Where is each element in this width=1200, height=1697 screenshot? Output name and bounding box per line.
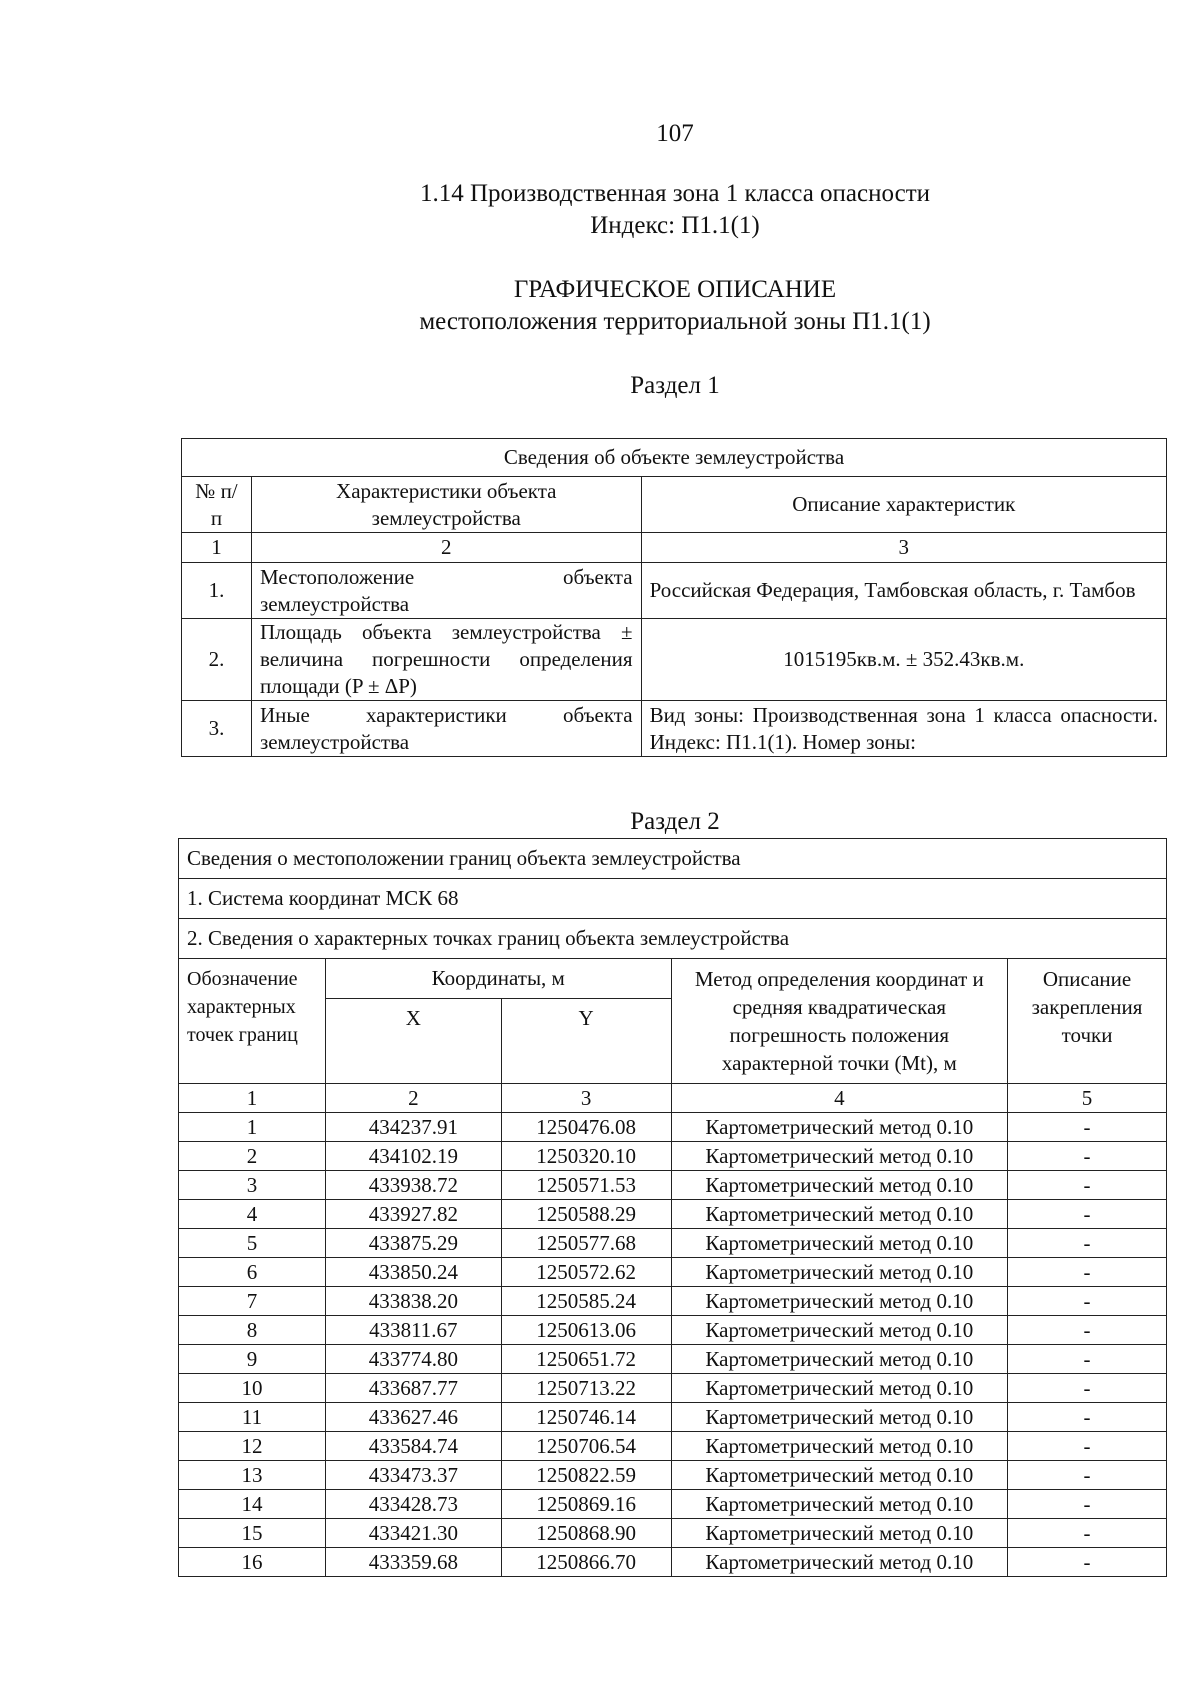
boundary-points-table [178, 838, 1167, 1577]
point-x: 433875.29 [325, 1229, 501, 1258]
point-fixing: - [1008, 1287, 1167, 1316]
header-x: X [325, 999, 501, 1084]
point-y: 1250476.08 [501, 1113, 671, 1142]
point-method: Картометрический метод 0.10 [671, 1345, 1008, 1374]
section1-title: Раздел 1 [630, 372, 720, 399]
table-row [179, 1461, 1167, 1490]
points-caption: 2. Сведения о характерных точках границ объекта землеустройства [179, 919, 1167, 959]
header-fixing: Описание закрепления точки [1008, 959, 1167, 1084]
point-y: 1250706.54 [501, 1432, 671, 1461]
point-method: Картометрический метод 0.10 [671, 1461, 1008, 1490]
document-title: ГРАФИЧЕСКОЕ ОПИСАНИЕ [513, 276, 837, 303]
point-fixing: - [1008, 1345, 1167, 1374]
point-y: 1250866.70 [501, 1548, 671, 1577]
point-y: 1250651.72 [501, 1345, 671, 1374]
point-number: 16 [179, 1548, 326, 1577]
header-method: Метод определения координат и средняя квадратическая погрешность положения характерной точки (Mt), м [671, 959, 1008, 1084]
col-number-2: 2 [251, 533, 641, 563]
col-number-3: 3 [641, 533, 1166, 563]
table-row [179, 1345, 1167, 1374]
point-method: Картометрический метод 0.10 [671, 1432, 1008, 1461]
point-method: Картометрический метод 0.10 [671, 1403, 1008, 1432]
point-method: Картометрический метод 0.10 [671, 1548, 1008, 1577]
table-row [179, 1142, 1167, 1171]
table-row [179, 1113, 1167, 1142]
point-method: Картометрический метод 0.10 [671, 1171, 1008, 1200]
point-fixing: - [1008, 1171, 1167, 1200]
point-fixing: - [1008, 1403, 1167, 1432]
point-number: 15 [179, 1519, 326, 1548]
table-row [179, 1171, 1167, 1200]
row-description: Российская Федерация, Тамбовская область, г. Тамбов [641, 563, 1166, 619]
table-row [179, 1200, 1167, 1229]
point-number: 5 [179, 1229, 326, 1258]
point-x: 434102.19 [325, 1142, 501, 1171]
header-row-number: № п/ п [182, 477, 252, 533]
point-number: 1 [179, 1113, 326, 1142]
point-y: 1250320.10 [501, 1142, 671, 1171]
row-description: Вид зоны: Производственная зона 1 класса опасности. Индекс: П1.1(1). Номер зоны: [641, 701, 1166, 757]
point-method: Картометрический метод 0.10 [671, 1258, 1008, 1287]
point-method: Картометрический метод 0.10 [671, 1316, 1008, 1345]
point-x: 433428.73 [325, 1490, 501, 1519]
row-characteristic: Иные характеристики объекта землеустройства [251, 701, 641, 757]
point-y: 1250588.29 [501, 1200, 671, 1229]
point-y: 1250869.16 [501, 1490, 671, 1519]
table-row [179, 1258, 1167, 1287]
table-row [179, 1374, 1167, 1403]
table-row [179, 1229, 1167, 1258]
point-number: 3 [179, 1171, 326, 1200]
table-row [179, 1432, 1167, 1461]
page-number: 107 [656, 120, 694, 147]
table-row [179, 1287, 1167, 1316]
point-fixing: - [1008, 1490, 1167, 1519]
point-method: Картометрический метод 0.10 [671, 1142, 1008, 1171]
table-row [179, 1519, 1167, 1548]
point-fixing: - [1008, 1113, 1167, 1142]
row-description: 1015195кв.м. ± 352.43кв.м. [641, 619, 1166, 701]
point-method: Картометрический метод 0.10 [671, 1287, 1008, 1316]
point-y: 1250572.62 [501, 1258, 671, 1287]
object-info-caption: Сведения об объекте землеустройства [182, 439, 1167, 477]
col-number-1: 1 [179, 1084, 326, 1113]
point-y: 1250746.14 [501, 1403, 671, 1432]
point-x: 433627.46 [325, 1403, 501, 1432]
point-method: Картометрический метод 0.10 [671, 1200, 1008, 1229]
point-number: 6 [179, 1258, 326, 1287]
point-number: 14 [179, 1490, 326, 1519]
coordinate-system: 1. Система координат МСК 68 [179, 879, 1167, 919]
point-method: Картометрический метод 0.10 [671, 1229, 1008, 1258]
point-number: 11 [179, 1403, 326, 1432]
point-x: 433584.74 [325, 1432, 501, 1461]
point-number: 12 [179, 1432, 326, 1461]
point-x: 433687.77 [325, 1374, 501, 1403]
point-y: 1250713.22 [501, 1374, 671, 1403]
point-number: 13 [179, 1461, 326, 1490]
point-fixing: - [1008, 1374, 1167, 1403]
point-y: 1250577.68 [501, 1229, 671, 1258]
point-number: 10 [179, 1374, 326, 1403]
point-fixing: - [1008, 1229, 1167, 1258]
zone-title: 1.14 Производственная зона 1 класса опасности [419, 180, 931, 207]
col-number-2: 2 [325, 1084, 501, 1113]
point-number: 8 [179, 1316, 326, 1345]
zone-index: Индекс: П1.1(1) [590, 212, 760, 239]
header-coordinates: Координаты, м [325, 959, 671, 999]
point-x: 433359.68 [325, 1548, 501, 1577]
col-number-1: 1 [182, 533, 252, 563]
table-row [179, 1403, 1167, 1432]
point-number: 2 [179, 1142, 326, 1171]
point-x: 433938.72 [325, 1171, 501, 1200]
col-number-3: 3 [501, 1084, 671, 1113]
boundaries-caption: Сведения о местоположении границ объекта землеустройства [179, 839, 1167, 879]
table-row [182, 701, 1167, 757]
point-y: 1250585.24 [501, 1287, 671, 1316]
table-row [179, 1316, 1167, 1345]
table-row [179, 1548, 1167, 1577]
table-row [179, 1490, 1167, 1519]
points-body [179, 1113, 1167, 1577]
point-fixing: - [1008, 1461, 1167, 1490]
point-x: 433850.24 [325, 1258, 501, 1287]
point-x: 433473.37 [325, 1461, 501, 1490]
point-number: 4 [179, 1200, 326, 1229]
point-method: Картометрический метод 0.10 [671, 1519, 1008, 1548]
point-y: 1250822.59 [501, 1461, 671, 1490]
point-method: Картометрический метод 0.10 [671, 1374, 1008, 1403]
object-info-table [181, 438, 1167, 757]
point-number: 9 [179, 1345, 326, 1374]
header-y: Y [501, 999, 671, 1084]
row-characteristic: Площадь объекта землеустройства ± величина погрешности определения площади (P ± ΔP) [251, 619, 641, 701]
point-x: 433927.82 [325, 1200, 501, 1229]
row-characteristic: Местоположение объекта землеустройства [251, 563, 641, 619]
table-row [182, 563, 1167, 619]
row-number: 2. [182, 619, 252, 701]
table-row [182, 619, 1167, 701]
point-x: 433811.67 [325, 1316, 501, 1345]
point-fixing: - [1008, 1142, 1167, 1171]
header-designation: Обозначение характерных точек границ [179, 959, 326, 1084]
point-fixing: - [1008, 1200, 1167, 1229]
point-x: 433421.30 [325, 1519, 501, 1548]
point-y: 1250571.53 [501, 1171, 671, 1200]
row-number: 3. [182, 701, 252, 757]
col-number-4: 4 [671, 1084, 1008, 1113]
point-number: 7 [179, 1287, 326, 1316]
point-x: 433838.20 [325, 1287, 501, 1316]
point-fixing: - [1008, 1258, 1167, 1287]
point-x: 433774.80 [325, 1345, 501, 1374]
col-number-5: 5 [1008, 1084, 1167, 1113]
header-description: Описание характеристик [641, 477, 1166, 533]
point-method: Картометрический метод 0.10 [671, 1113, 1008, 1142]
row-number: 1. [182, 563, 252, 619]
point-method: Картометрический метод 0.10 [671, 1490, 1008, 1519]
document-subtitle: местоположения территориальной зоны П1.1(1) [419, 308, 931, 335]
section2-title: Раздел 2 [630, 808, 720, 835]
point-fixing: - [1008, 1432, 1167, 1461]
point-fixing: - [1008, 1519, 1167, 1548]
point-y: 1250868.90 [501, 1519, 671, 1548]
header-characteristics: Характеристики объекта землеустройства [251, 477, 641, 533]
point-fixing: - [1008, 1316, 1167, 1345]
point-x: 434237.91 [325, 1113, 501, 1142]
point-fixing: - [1008, 1548, 1167, 1577]
point-y: 1250613.06 [501, 1316, 671, 1345]
